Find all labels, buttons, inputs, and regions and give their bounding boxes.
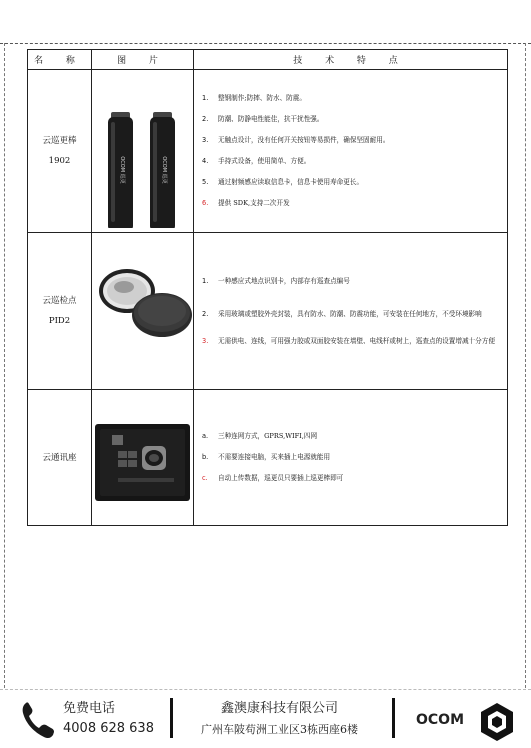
company-address: 广州车陂苟洲工业区3栋西座6楼	[201, 723, 358, 736]
feature-list	[194, 432, 507, 483]
communication-base-image	[92, 390, 193, 521]
wand-label-left: OCOM 巡更	[119, 156, 125, 184]
feature-item: 6. 提供 SDK,支持二次开发	[202, 199, 290, 207]
product-name: 云巡检点	[42, 296, 77, 306]
hotline-number[interactable]: 4008 628 638	[63, 721, 154, 736]
product-name: 云巡更棒	[42, 136, 77, 146]
feature-item: b. 不需要连接电脑，买来插上电源就能用	[202, 453, 331, 461]
feature-item: 4. 手持式设备，使用简单、方便。	[202, 157, 311, 165]
table-row	[28, 70, 508, 233]
header-picture: 图 片	[92, 50, 194, 70]
footer-divider	[0, 689, 531, 690]
product-spec-table	[27, 49, 508, 526]
product-name-cell	[28, 70, 92, 233]
product-image-cell	[92, 233, 194, 390]
product-image-cell	[92, 390, 194, 526]
right-dashed-border	[525, 43, 526, 688]
hotline-label: 免费电话	[63, 701, 116, 716]
header-features: 技 术 特 点	[194, 50, 508, 70]
features-cell	[194, 390, 508, 526]
table-row	[28, 233, 508, 390]
product-name-cell	[28, 390, 92, 526]
table-row	[28, 390, 508, 526]
company-name: 鑫澳康科技有限公司	[220, 701, 338, 716]
top-dashed-border	[0, 43, 531, 44]
wand-label-right: OCOM 巡更	[161, 156, 167, 184]
brand-name: OCOM	[416, 712, 465, 728]
product-model: 1902	[48, 156, 71, 166]
product-name: 云通讯座	[42, 452, 77, 463]
patrol-wand-image	[92, 70, 193, 228]
feature-list	[194, 94, 507, 208]
feature-item: 1. 一种感应式地点识别卡，内部存有巡查点编号	[202, 276, 350, 285]
footer-separator-left	[170, 698, 173, 738]
product-name-cell	[28, 233, 92, 390]
features-cell	[194, 233, 508, 390]
phone-icon	[20, 700, 56, 740]
feature-list	[194, 271, 507, 352]
header-name: 名 称	[28, 50, 92, 70]
feature-item: 5. 通过射频感应读取信息卡，信息卡使用寿命更长。	[202, 178, 364, 186]
features-cell	[194, 70, 508, 233]
feature-item: 2. 采用玻璃或塑胶外壳封装，具有防水、防潮、防震功能，可安装在任何地方，不受环境影响	[202, 309, 482, 318]
feature-item: 2. 防潮、防静电性能佳，抗干扰性强。	[202, 115, 324, 123]
feature-item: c. 自动上传数据，巡更员只要插上巡更棒即可	[202, 474, 344, 482]
footer-separator-right	[392, 698, 395, 738]
feature-item: 1. 整钢制作;防摔、防水、防震。	[202, 94, 306, 102]
brand-logo-icon	[480, 702, 514, 742]
left-dashed-border	[4, 43, 5, 688]
checkpoint-image	[92, 233, 193, 385]
table-header-row	[28, 50, 508, 70]
product-model: PID2	[48, 316, 71, 326]
feature-item: 3. 无触点设计，没有任何开关按钮等易损件，确保坚固耐用。	[202, 136, 390, 144]
product-image-cell	[92, 70, 194, 233]
feature-item: a. 三种连网方式，GPRS,WIFI,四网	[202, 432, 318, 440]
feature-item: 3. 无需供电、连线，可用强力胶或双面胶安装在墙壁、电线杆或树上，巡查点的设置增减十分方便	[202, 336, 495, 345]
